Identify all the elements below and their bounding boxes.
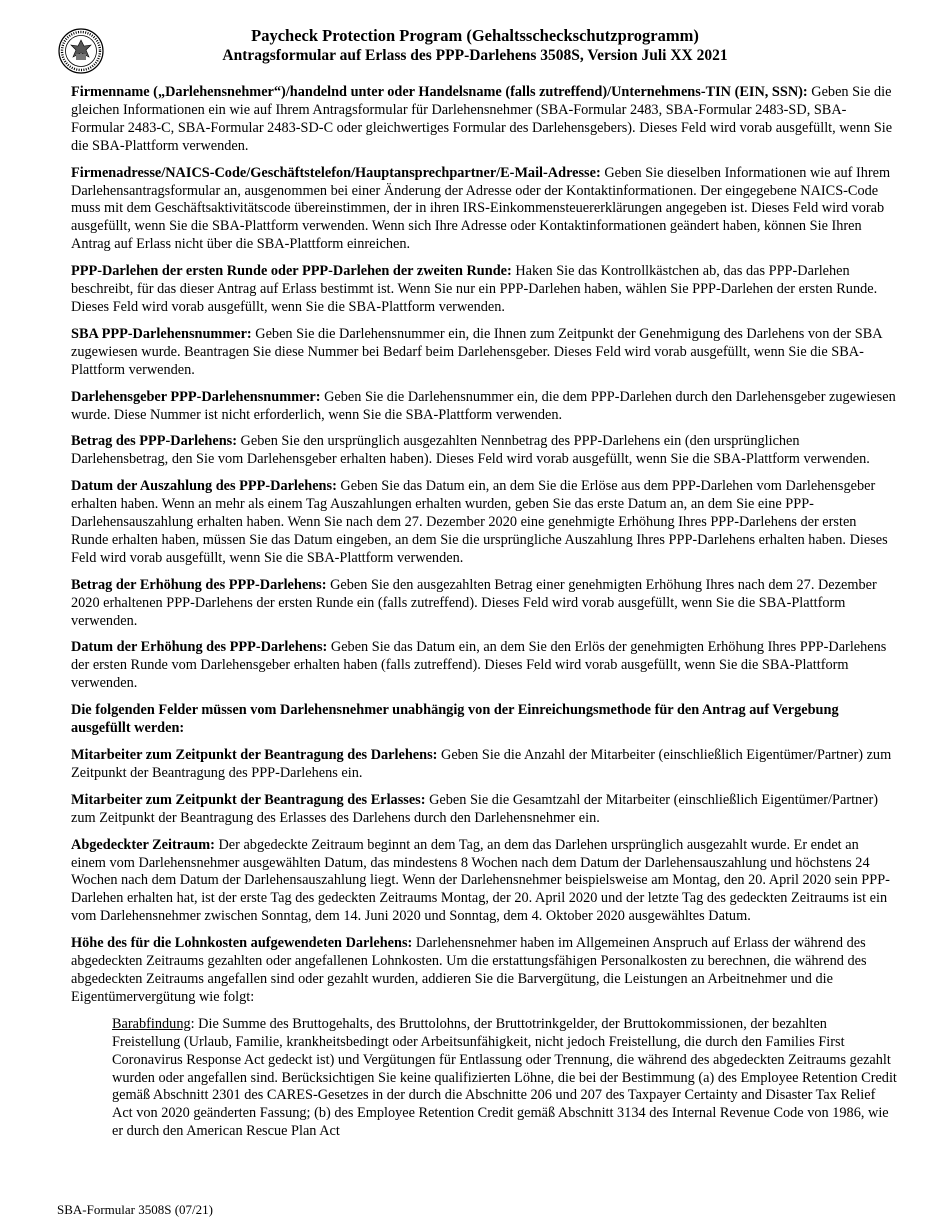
section-label: Firmenname („Darlehensnehmer“)/handelnd unter oder Handelsname (falls zutreffend)/Unternehmens-TIN (EIN, SSN): <box>71 84 808 100</box>
section-label: Mitarbeiter zum Zeitpunkt der Beantragung des Darlehens: <box>71 747 438 763</box>
section-label: Datum der Erhöhung des PPP-Darlehens: <box>71 639 328 656</box>
section-text: Geben Sie die gleichen Informationen ein wie auf Ihrem Antragsformular für Darlehensnehmer (SBA-Formular 2483, SBA-Formular 2483-SD, SBA-Formular 2483-C, SBA-Formular 2483-SD-C oder gleichwertiges Formular des Darlehensgebers). Dieses Feld wird vorab ausgefüllt, wenn Sie die SBA-Plattform verwenden. <box>71 84 893 154</box>
section-text: Geben Sie die Darlehensnummer ein, die dem PPP-Darlehen durch den Darlehensgeber zugewiesen wurde. Diese Nummer ist nicht erforderlich, wenn Sie die SBA-Plattform verwenden. <box>71 388 896 423</box>
section-text: Geben Sie den ursprünglich ausgezahlten Nennbetrag des PPP-Darlehens ein (den ursprünglichen Darlehensbetrag, den Sie vom Darlehensgeber erhalten haben). Dieses Feld wird vorab ausgefüllt, wenn Sie die SBA-Plattform verwenden. <box>71 433 870 468</box>
page-title: Paycheck Protection Program (Gehaltsscheckschutzprogramm) <box>251 26 699 45</box>
document-header <box>0 26 950 65</box>
section-employees-at-forgiveness <box>71 792 897 828</box>
form-footer: SBA-Formular 3508S (07/21) <box>57 1202 213 1217</box>
cash-compensation-paragraph <box>112 1016 897 1141</box>
section-covered-period <box>71 837 897 927</box>
cash-compensation-label: Barabfindung <box>112 1015 191 1032</box>
section-text: Geben Sie die Anzahl der Mitarbeiter (einschließlich Eigentümer/Partner) zum Zeitpunkt der Beantragung des PPP-Darlehens ein. <box>71 747 892 781</box>
instructions-body <box>71 84 897 1141</box>
section-label: Firmenadresse/NAICS-Code/Geschäftstelefon/Hauptansprechpartner/E-Mail-Adresse: <box>71 164 601 181</box>
section-payroll-costs <box>71 935 897 1007</box>
section-text: Geben Sie den ausgezahlten Betrag einer genehmigten Erhöhung Ihres nach dem 27. Dezember 2020 erhaltenen PPP-Darlehens der ersten Runde ein (falls zutreffend). Dieses Feld wird vorab ausgefüllt, wenn Sie die SBA-Plattform verwenden. <box>71 576 877 629</box>
required-fields-notice: Die folgenden Felder müssen vom Darlehensnehmer unabhängig von der Einreichungsmethode für den Antrag auf Vergebung ausgefüllt werden: <box>71 702 839 737</box>
section-increase-date <box>71 639 897 693</box>
section-label: Datum der Auszahlung des PPP-Darlehens: <box>71 478 337 495</box>
section-text: Der abgedeckte Zeitraum beginnt an dem Tag, an dem das Darlehen ursprünglich ausgezahlt wurde. Er endet an einem vom Darlehensnehmer ausgewählten Datum, das mindestens 8 Wochen nach dem Datum der Darlehensauszahlung und höchstens 24 Wochen nach dem Datum der Darlehensauszahlung liegt. Wenn der Darlehensnehmer beispielsweise am Montag, den 20. April 2020 sein PPP-Darlehen erhalten hat, ist der erste Tag des gedeckten Zeitraums Montag, der 20. April 2020 und der letzte Tag des gedeckten Zeitraums ist ein vom Darlehensnehmer zwischen Sonntag, dem 14. Juni 2020 und Sonntag, dem 4. Oktober 2020 ausgewähltes Datum. <box>71 836 890 925</box>
section-employees-at-application <box>71 747 897 783</box>
section-text: Geben Sie das Datum ein, an dem Sie den Erlös der genehmigten Erhöhung Ihres PPP-Darlehens der ersten Runde vom Darlehensgeber erhalten haben (falls zutreffend). Dieses Feld wird vorab ausgefüllt, wenn Sie die SBA-Plattform verwenden. <box>71 639 887 692</box>
section-sba-loan-number <box>71 326 897 380</box>
section-text: Geben Sie das Datum ein, an dem Sie die Erlöse aus dem PPP-Darlehen vom Darlehensgeber erhalten haben. Wenn an mehr als einem Tag Auszahlungen erhalten wurden, geben Sie das erste Datum an, an dem Sie eine PPP-Darlehensauszahlung erhalten haben. Wenn Sie nach dem 27. Dezember 2020 eine genehmigte Erhöhung Ihres PPP-Darlehens der ersten Runde erhalten haben, müssen Sie das Datum eingeben, an dem Sie die ursprüngliche Auszahlung Ihres PPP-Darlehens erhalten haben. Dieses Feld wird vorab ausgefüllt, wenn Sie die SBA-Plattform verwenden. <box>71 478 888 566</box>
section-increase-amount <box>71 577 897 631</box>
section-label: SBA PPP-Darlehensnummer: <box>71 325 252 342</box>
section-text: Geben Sie die Gesamtzahl der Mitarbeiter (einschließlich Eigentümer/Partner) zum Zeitpunkt der Beantragung des Erlasses des Darlehens durch den Darlehensnehmer ein. <box>71 791 879 826</box>
section-borrower-name <box>71 84 897 156</box>
section-label: Betrag der Erhöhung des PPP-Darlehens: <box>71 576 327 593</box>
section-business-address <box>71 165 897 255</box>
page-subtitle: Antragsformular auf Erlass des PPP-Darlehens 3508S, Version Juli XX 2021 <box>222 47 728 64</box>
section-label: Mitarbeiter zum Zeitpunkt der Beantragung des Erlasses: <box>71 791 426 808</box>
section-text: Haken Sie das Kontrollkästchen ab, das das PPP-Darlehen beschreibt, für das dieser Antrag auf Erlass bestimmt ist. Wenn Sie nur ein PPP-Darlehen haben, wählen Sie PPP-Darlehen der ersten Runde. Dieses Feld wird vorab ausgefüllt, wenn Sie die SBA-Plattform verwenden. <box>71 263 878 315</box>
section-lender-loan-number <box>71 389 897 425</box>
section-loan-round <box>71 263 897 317</box>
section-label: Abgedeckter Zeitraum: <box>71 836 215 853</box>
section-label: Betrag des PPP-Darlehens: <box>71 433 237 450</box>
section-disbursement-date <box>71 478 897 568</box>
section-loan-amount <box>71 433 897 469</box>
section-text: Geben Sie dieselben Informationen wie auf Ihrem Darlehensantragsformular an, ausgenommen bei einer Änderung der Adresse oder der Kontaktinformationen. Der eingegebene NAICS-Code muss mit dem Geschäftsaktivitätscode übereinstimmen, der in ihren IRS-Einkommensteuererklärungen angegeben ist. Dieses Feld wird vorab ausgefüllt, wenn Sie die SBA-Plattform verwenden. Wenn sich Ihre Adresse oder Kontaktinformationen geändert haben, können Sie Ihren Antrag auf Erlass nicht über die SBA-Plattform einreichen. <box>71 164 891 253</box>
section-text: Darlehensnehmer haben im Allgemeinen Anspruch auf Erlass der während des abgedeckten Zeitraums gezahlten oder angefallenen Lohnkosten. Um die erstattungsfähigen Personalkosten zu berechnen, die während des abgedeckten Zeitraums angefallen sind oder gezahlt wurden, addieren Sie die Barvergütung, die Leistungen an Arbeitnehmer und die Eigentümervergütung wie folgt: <box>71 935 867 1005</box>
section-label: PPP-Darlehen der ersten Runde oder PPP-Darlehen der zweiten Runde: <box>71 263 512 280</box>
cash-compensation-text: : Die Summe des Bruttogehalts, des Bruttolohns, der Bruttotrinkgelder, der Bruttokommissionen, der bezahlten Freistellung (Urlaub, Familie, krankheitsbedingt oder Arbeitsunfähigkeit, nicht jedoch Freistellung, die durch den Families First Coronavirus Response Act gedeckt ist) und Vergütungen für Entlassung oder Trennung, die während des abgedeckten Zeitraums gezahlt wurden oder angefallen sind. Berücksichtigen Sie keine qualifizierten Löhne, die bei der Bestimmung (a) des Employee Retention Credit gemäß Abschnitt 2301 des CARES-Gesetzes in der durch die Abschnitte 206 und 207 des Taxpayer Certainty and Disaster Tax Relief Act von 2020 geänderten Fassung; (b) des Employee Retention Credit gemäß Abschnitt 3134 des Internal Revenue Code von 1986, wie er durch den American Rescue Plan Act <box>112 1015 897 1140</box>
section-label: Höhe des für die Lohnkosten aufgewendeten Darlehens: <box>71 935 413 952</box>
section-text: Geben Sie die Darlehensnummer ein, die Ihnen zum Zeitpunkt der Genehmigung des Darlehens von der SBA zugewiesen wurde. Beantragen Sie diese Nummer bei Bedarf beim Darlehensgeber. Dieses Feld wird vorab ausgefüllt, wenn Sie die SBA-Plattform verwenden. <box>71 325 882 378</box>
section-label: Darlehensgeber PPP-Darlehensnummer: <box>71 388 321 405</box>
